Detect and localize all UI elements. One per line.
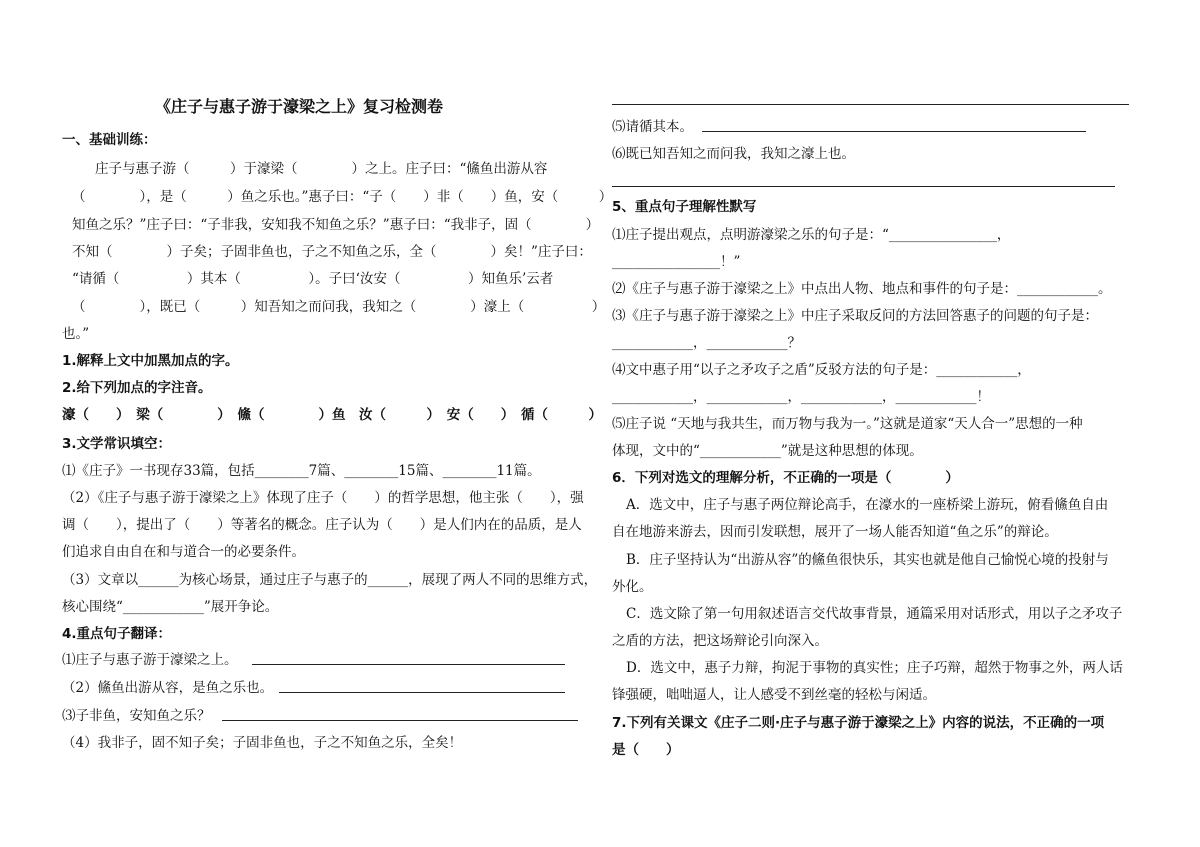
- q5-line: ____________，____________？: [612, 335, 801, 351]
- option-b-cont: 外化。: [612, 579, 653, 595]
- q5-line: ⑸庄子说 “天地与我共生，而万物与我为一。”这就是道家“天人合一”思想的一种: [612, 416, 1083, 432]
- option-c: C．选文除了第一句用叙述语言交代故事背景，通篇采用对话形式，用以子之矛攻子: [626, 606, 1123, 622]
- q5-line: ⑵《庄子与惠子游于濠梁之上》中点出人物、地点和事件的句子是：____________。: [612, 281, 1112, 297]
- passage-line: 庄子与惠子游（ ）于濠梁（ ）之上。庄子曰：“鯈鱼出游从容: [95, 161, 548, 177]
- passage-line: （ ），既已（ ）知吾知之而问我，我知之（ ）濠上（ ）: [72, 299, 606, 315]
- passage-line: 不知（ ）子矣；子固非鱼也，子之不知鱼之乐，全（ ）矣！”庄子曰：: [72, 244, 592, 260]
- pinyin-row: 濠（ ） 梁（ ） 鯈（ ）鱼 汝（ ） 安（ ） 循（ ）: [62, 407, 602, 423]
- answer-line: [222, 720, 578, 721]
- q5-line: ____________，____________，____________，____________！: [612, 389, 990, 405]
- q3-line: 核心围绕“____________”展开争论。: [62, 599, 279, 615]
- q5-line: ⑴庄子提出观点，点明游濠梁之乐的句子是：“________________，: [612, 227, 1011, 243]
- q5-line: 体现，文中的“____________”就是这种思想的体现。: [612, 443, 923, 459]
- q3-line: ⑴《庄子》一书现存33篇，包括________7篇、________15篇、________11篇。: [62, 463, 541, 479]
- q3-line: （3）文章以______为核心场景，通过庄子与惠子的______，展现了两人不同的思维方式，: [62, 572, 598, 588]
- answer-line: [612, 104, 1129, 105]
- translation-item: （4）我非子，固不知子矣；子固非鱼也，子之不知鱼之乐，全矣！: [62, 735, 463, 751]
- page-title: 《庄子与惠子游于濠梁之上》复习检测卷: [155, 97, 444, 116]
- q3-line: 们追求自由自在和与道合一的必要条件。: [62, 544, 305, 560]
- q5-line: ⑷文中惠子用“以子之矛攻子之盾”反驳方法的句子是：____________，: [612, 362, 1031, 378]
- answer-line: [252, 664, 565, 665]
- question-7-cont: 是（ ）: [612, 742, 680, 758]
- q5-line: ________________！”: [612, 254, 741, 270]
- passage-line: （ ），是（ ）鱼之乐也。”惠子曰：“子（ ）非（ ）鱼，安（ ）: [72, 189, 613, 205]
- translation-item: ⑹既已知吾知之而问我，我知之濠上也。: [612, 146, 855, 162]
- passage-line: 也。”: [62, 326, 90, 342]
- question-6: 6．下列对选文的理解分析，不正确的一项是（ ）: [612, 470, 959, 486]
- translation-item: ⑶子非鱼，安知鱼之乐？: [62, 708, 211, 724]
- option-a: A．选文中，庄子与惠子两位辩论高手，在濠水的一座桥梁上游玩，俯看鯈鱼自由: [626, 497, 1109, 513]
- q5-line: ⑶《庄子与惠子游于濠梁之上》中庄子采取反问的方法回答惠子的问题的句子是：: [612, 308, 1098, 324]
- q3-line: （2）《庄子与惠子游于濠梁之上》体现了庄子（ ）的哲学思想，他主张（ ），强: [62, 490, 584, 506]
- question-4: 4.重点句子翻译：: [62, 626, 172, 642]
- question-7: 7.下列有关课文《庄子二则·庄子与惠子游于濠梁之上》内容的说法，不正确的一项: [612, 715, 1105, 731]
- answer-line: [702, 131, 1086, 132]
- section-heading: 一、基础训练：: [62, 132, 157, 148]
- passage-line: 知鱼之乐？”庄子曰：“子非我，安知我不知鱼之乐？”惠子曰：“我非子，固（ ）: [72, 217, 600, 233]
- question-1: 1.解释上文中加黑加点的字。: [62, 353, 239, 369]
- option-a-cont: 自在地游来游去，因而引发联想，展开了一场人能否知道“鱼之乐”的辩论。: [612, 524, 1058, 540]
- passage-line: “请循（ ）其本（ ）。子曰‘汝安（ ）知鱼乐’云者: [72, 271, 554, 287]
- translation-item: ⑸请循其本。: [612, 119, 693, 135]
- option-c-cont: 之盾的方法，把这场辩论引向深入。: [612, 633, 828, 649]
- option-d: D．选文中，惠子力辩，拘泥于事物的真实性；庄子巧辩，超然于物事之外，两人话: [626, 660, 1123, 676]
- question-3: 3.文学常识填空：: [62, 436, 172, 452]
- translation-item: ⑴庄子与惠子游于濠梁之上。: [62, 652, 238, 668]
- question-5: 5、重点句子理解性默写: [612, 199, 757, 215]
- translation-item: （2）鯈鱼出游从容，是鱼之乐也。: [62, 680, 274, 696]
- answer-line: [612, 186, 1115, 187]
- answer-line: [279, 692, 565, 693]
- option-b: B．庄子坚持认为“出游从容”的鯈鱼很快乐，其实也就是他自己愉悦心境的投射与: [626, 552, 1109, 568]
- option-d-cont: 锋强硬，咄咄逼人，让人感受不到丝毫的轻松与闲适。: [612, 687, 936, 703]
- question-2: 2.给下列加点的字注音。: [62, 380, 212, 396]
- q3-line: 调（ ），提出了（ ）等著名的概念。庄子认为（ ）是人们内在的品质，是人: [62, 517, 582, 533]
